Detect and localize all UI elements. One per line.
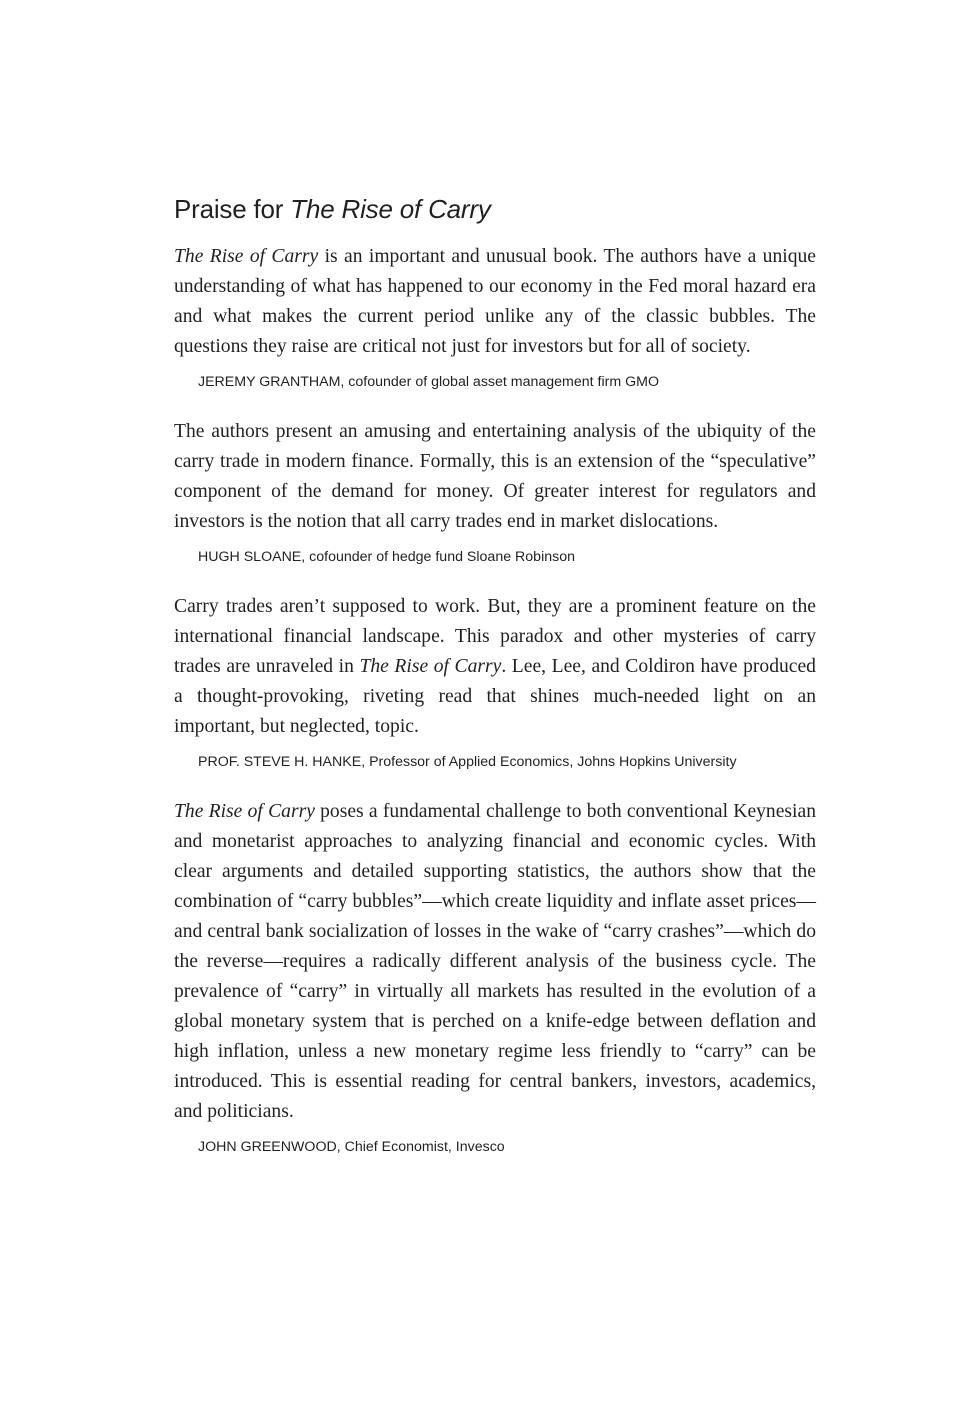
quote-attribution: PROF. STEVE H. HANKE, Professor of Applied Economics, Johns Hopkins University: [198, 754, 737, 770]
praise-quote-hanke: [174, 592, 816, 772]
praise-quote-grantham: [174, 242, 816, 392]
page-heading: [174, 192, 816, 226]
quote-body: poses a fundamental challenge to both conventional Keynesian and monetarist approaches to analyzing financial and economic cycles. With clear arguments and detailed supporting statistics, the authors show that the combination of “carry bubbles”—which create liquidity and inflate asset prices—and central bank socialization of losses in the wake of “carry crashes”—which do the reverse—requires a radically different analysis of the business cycle. The prevalence of “carry” in virtually all markets has resulted in the evolution of a global monetary system that is perched on a knife-edge between deflation and high inflation, unless a new monetary regime less friendly to “carry” can be introduced. This is essential reading for central bankers, investors, academics, and politicians.: [174, 801, 816, 1122]
quote-attribution: JOHN GREENWOOD, Chief Economist, Invesco: [198, 1139, 505, 1155]
quote-attribution: JEREMY GRANTHAM, cofounder of global asset management firm GMO: [198, 374, 659, 390]
quote-book-title: The Rise of Carry: [359, 656, 502, 677]
praise-quote-sloane: [174, 417, 816, 567]
heading-prefix: Praise for: [174, 194, 291, 224]
praise-page: [174, 192, 816, 1157]
quote-book-title: The Rise of Carry: [174, 246, 319, 267]
quote-body-start: Carry trades aren’t supposed to work. But, they are a prominent feature on the international financial landscape. This paradox and other mysteries of carry trades are unraveled in: [174, 596, 816, 677]
quote-body: is an important and unusual book. The authors have a unique understanding of what has happened to our economy in the Fed moral hazard era and what makes the current period unlike any of the classic bubbles. The questions they raise are critical not just for investors but for all of society.: [174, 246, 817, 357]
praise-quote-greenwood: [174, 797, 816, 1157]
quote-attribution: HUGH SLOANE, cofounder of hedge fund Sloane Robinson: [198, 549, 575, 565]
quote-text: [174, 417, 816, 537]
quote-body-end: . Lee, Lee, and Coldiron have produced a thought-provoking, riveting read that shines much-needed light on an important, but neglected, topic.: [174, 656, 816, 737]
quote-text: [174, 797, 816, 1127]
quote-body: The authors present an amusing and entertaining analysis of the ubiquity of the carry trade in modern finance. Formally, this is an extension of the “speculative” component of the demand for money. Of greater interest for regulators and investors is the notion that all carry trades end in market dislocations.: [174, 421, 816, 532]
quote-text: [174, 592, 816, 742]
quote-book-title: The Rise of Carry: [174, 801, 315, 822]
heading-book-title: The Rise of Carry: [290, 194, 491, 224]
quote-text: [174, 242, 816, 362]
